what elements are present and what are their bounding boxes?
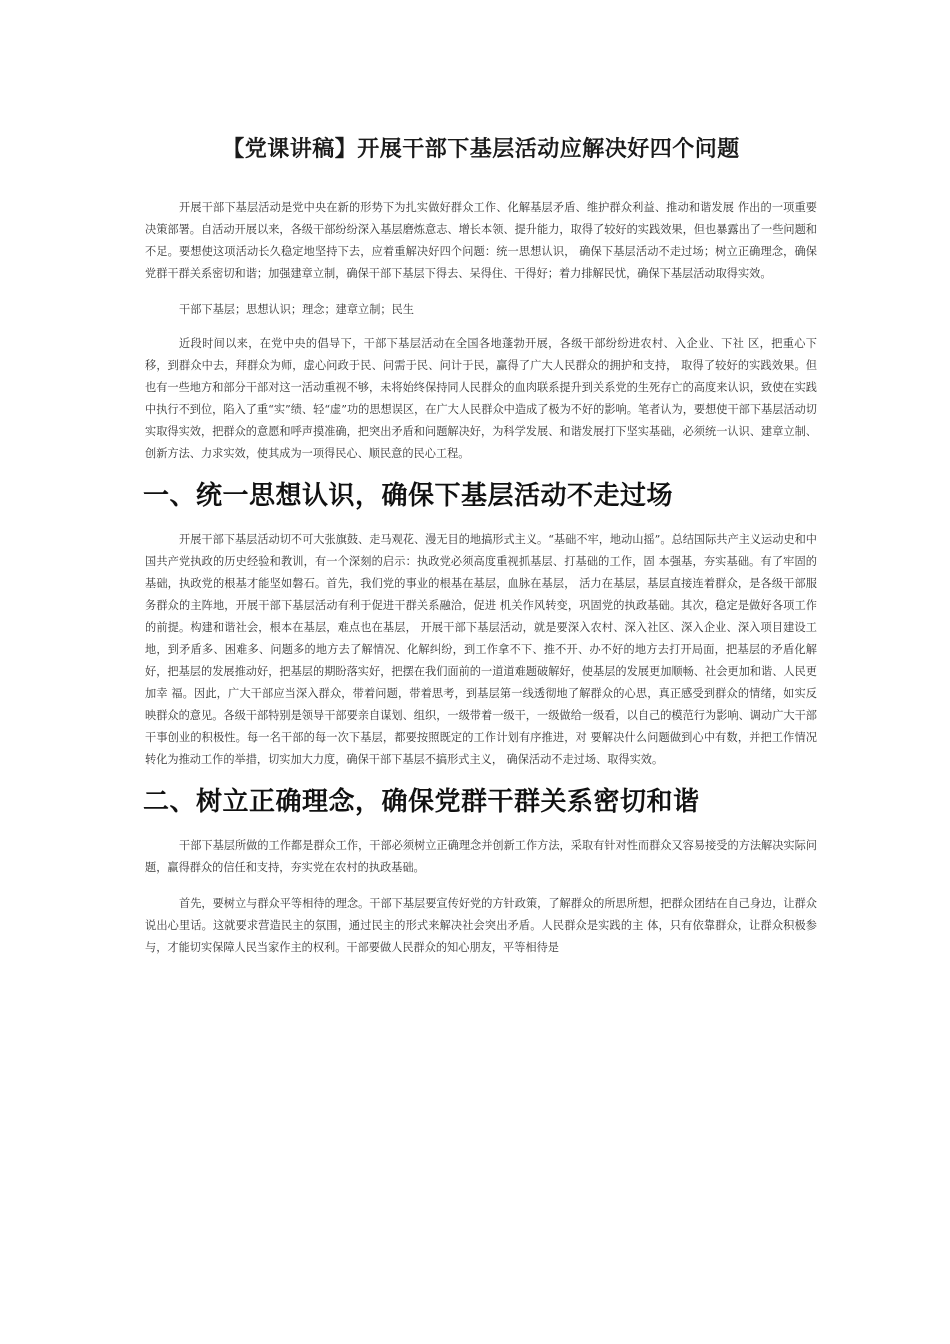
section-2-body-1: 干部下基层所做的工作都是群众工作，干部必须树立正确理念并创新工作方法，采取有针对性而群众又容易接受的方法解决实际问题，赢得群众的信任和支持，夯实党在农村的执政基础。 (145, 839, 817, 874)
section-1-body: 开展干部下基层活动切不可大张旗鼓、走马观花、漫无目的地搞形式主义。“基础不牢，地动山摇”。总结国际共产主义运动史和中国共产党执政的历史经验和教训，有一个深刻的启示：执政党必须高度重视抓基层、打基础的工作，固 本强基，夯实基础。有了牢固的基础，执政党的根基才能坚如磐石。首先，我们党的事业的根基在基层，血脉在基层， 活力在基层，基层直接连着群众，是各级干部服务群众的主阵地，开展干部下基层活动有利于促进干群关系融洽，促进 机关作风转变，巩固党的执政基础。其次，稳定是做好各项工作的前提。构建和谐社会，根本在基层，难点也在基层， 开展干部下基层活动，就是要深入农村、深入社区、深入企业、深入项目建设工地，到矛盾多、困难多、问题多的地方去了解情况、化解纠纷，到工作拿不下、推不开、办不好的地方去打开局面，把基层的矛盾化解好，把基层的发展推动好，把基层的期盼落实好，把摆在我们面前的一道道难题破解好，使基层的发展更加顺畅、社会更加和谐、人民更加幸 福。因此，广大干部应当深入群众，带着问题，带着思考，到基层第一线透彻地了解群众的心思，真正感受到群众的情绪，如实反映群众的意见。各级干部特别是领导干部要亲自谋划、组织，一级带着一级干，一级做给一级看，以自己的模范行为影响、调动广大干部干事创业的积极性。每一名干部的每一次下基层，都要按照既定的工作计划有序推进，对 要解决什么问题做到心中有数，并把工作情况转化为推动工作的举措，切实加大力度，确保干部下基层不搞形式主义， 确保活动不走过场、取得实效。 (145, 533, 817, 766)
section-2-body-2: 首先，要树立与群众平等相待的理念。干部下基层要宣传好党的方针政策，了解群众的所思所想，把群众团结在自己身边，让群众说出心里话。这就要求营造民主的氛围，通过民主的形式来解决社会突出矛盾。人民群众是实践的主 体，只有依靠群众，让群众积极参与，才能切实保障人民当家作主的权利。干部要做人民群众的知心朋友，平等相待是 (145, 897, 817, 954)
section-2-heading: 二、树立正确理念，确保党群干群关系密切和谐 (143, 787, 700, 817)
section-1-heading: 一、统一思想认识，确保下基层活动不走过场 (143, 481, 674, 511)
keywords-paragraph: 干部下基层；思想认识；理念；建章立制；民生 (179, 303, 414, 316)
document-page (145, 120, 817, 973)
intro-paragraph: 近段时间以来，在党中央的倡导下，干部下基层活动在全国各地蓬勃开展，各级干部纷纷进农村、入企业、下社 区，把重心下移，到群众中去，拜群众为师，虚心问政于民、问需于民、问计于民，赢得了广大人民群众的拥护和支持， 取得了较好的实践效果。但也有一些地方和部分干部对这一活动重视不够，未将始终保持同人民群众的血肉联系提升到关系党的生死存亡的高度来认识，致使在实践中执行不到位，陷入了重“实”绩、轻“虚”功的思想误区，在广大人民群众中造成了极为不好的影响。笔者认为，要想使干部下基层活动切实取得实效，把群众的意愿和呼声摸准确，把突出矛盾和问题解决好，为科学发展、和谐发展打下坚实基础，必须统一认识、建章立制、创新方法、力求实效，使其成为一项得民心、顺民意的民心工程。 (145, 337, 817, 460)
abstract-paragraph: 开展干部下基层活动是党中央在新的形势下为扎实做好群众工作、化解基层矛盾、维护群众利益、推动和谐发展 作出的一项重要决策部署。自活动开展以来，各级干部纷纷深入基层磨炼意志、增长本领、提升能力，取得了较好的实践效果，但也暴露出了一些问题和不足。要想使这项活动长久稳定地坚持下去，应着重解决好四个问题：统一思想认识， 确保下基层活动不走过场；树立正确理念，确保党群干群关系密切和谐；加强建章立制，确保干部下基层下得去、呆得住、干得好；着力排解民忧，确保下基层活动取得实效。 (145, 201, 817, 280)
document-title: 【党课讲稿】开展干部下基层活动应解决好四个问题 (222, 137, 740, 162)
